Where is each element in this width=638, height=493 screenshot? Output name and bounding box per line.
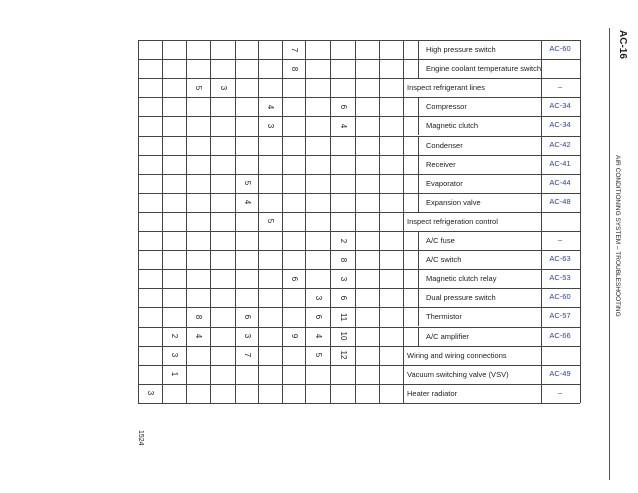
grid-column-line bbox=[138, 40, 139, 403]
suspect-order-number: 4 bbox=[266, 104, 275, 110]
indent-bracket bbox=[418, 288, 419, 307]
grid-column-line bbox=[305, 40, 306, 403]
suspect-order-number: 4 bbox=[194, 333, 203, 339]
indent-bracket bbox=[418, 136, 419, 155]
grid-column-line bbox=[355, 40, 356, 403]
grid-row-line bbox=[138, 403, 580, 404]
page-reference: AC-42 bbox=[549, 139, 571, 149]
grid-column-line bbox=[235, 40, 236, 403]
part-label: High pressure switch bbox=[426, 45, 496, 54]
part-label: A/C amplifier bbox=[426, 331, 469, 341]
part-label: Wiring and wiring connections bbox=[407, 350, 507, 360]
suspect-order-number: 3 bbox=[338, 276, 348, 281]
part-label: Vacuum switching valve (VSV) bbox=[407, 369, 509, 379]
suspect-order-number: 9 bbox=[289, 333, 299, 339]
suspect-order-number: 7 bbox=[289, 47, 299, 52]
suspect-order-number: 5 bbox=[242, 181, 252, 186]
suspect-order-number: 6 bbox=[338, 295, 348, 301]
page-reference: AC-63 bbox=[549, 254, 571, 264]
page-reference: AC-41 bbox=[549, 158, 571, 168]
grid-row-line bbox=[138, 288, 580, 289]
indent-bracket bbox=[418, 307, 419, 326]
page-reference: AC-57 bbox=[549, 311, 571, 321]
suspect-order-number: 6 bbox=[289, 276, 299, 281]
header-rule bbox=[609, 28, 610, 480]
page-reference: AC-49 bbox=[549, 368, 571, 378]
suspect-order-number: 12 bbox=[338, 350, 348, 360]
indent-bracket bbox=[418, 40, 419, 59]
part-label: Expansion valve bbox=[426, 197, 481, 207]
suspect-order-number: 3 bbox=[242, 333, 252, 339]
part-label: Magnetic clutch bbox=[426, 121, 479, 131]
suspect-order-number: 2 bbox=[170, 333, 179, 339]
suspect-order-number: 11 bbox=[338, 312, 348, 322]
suspect-order-number: 3 bbox=[146, 391, 155, 396]
reference-column-line bbox=[541, 40, 542, 403]
part-label: Evaporator bbox=[426, 178, 463, 188]
page-reference: AC-34 bbox=[549, 120, 571, 130]
suspect-order-number: 10 bbox=[338, 331, 348, 341]
suspect-order-number: 5 bbox=[313, 352, 323, 358]
grid-column-line bbox=[330, 40, 331, 403]
page-reference: AC-60 bbox=[549, 44, 571, 53]
grid-row-line bbox=[138, 231, 580, 232]
suspect-order-number: 3 bbox=[170, 352, 179, 358]
grid-row-line bbox=[138, 307, 580, 308]
suspect-order-number: 6 bbox=[242, 314, 252, 320]
grid-row-line bbox=[138, 250, 580, 251]
page-reference: AC-44 bbox=[549, 177, 571, 187]
grid-row-line bbox=[138, 269, 580, 270]
suspect-order-number: 5 bbox=[194, 85, 203, 90]
indent-bracket bbox=[418, 231, 419, 250]
part-label: A/C fuse bbox=[426, 236, 455, 245]
grid-row-line bbox=[138, 193, 580, 194]
grid-row-line bbox=[138, 346, 580, 347]
grid-column-line bbox=[258, 40, 259, 403]
page-reference: AC-66 bbox=[549, 330, 571, 340]
grid-row-line bbox=[138, 78, 580, 79]
suspect-order-number: 8 bbox=[338, 257, 348, 262]
suspect-order-number: 4 bbox=[338, 123, 348, 129]
page-number: AC-16 bbox=[617, 30, 628, 59]
grid-right-border bbox=[580, 40, 581, 403]
indent-bracket bbox=[418, 327, 419, 346]
suspect-order-number: 1 bbox=[170, 372, 179, 377]
grid-row-line bbox=[138, 97, 580, 98]
suspect-order-number: 6 bbox=[313, 314, 323, 320]
part-label: Heater radiator bbox=[407, 388, 458, 398]
page-reference: – bbox=[557, 235, 563, 244]
grid-row-line bbox=[138, 136, 580, 137]
part-label: Inspect refrigeration control bbox=[407, 216, 498, 226]
suspect-order-number: 8 bbox=[194, 314, 203, 320]
suspect-order-number: 8 bbox=[289, 66, 299, 71]
page-reference: AC-34 bbox=[549, 101, 571, 111]
indent-bracket bbox=[418, 174, 419, 193]
grid-row-line bbox=[138, 327, 580, 328]
grid-column-line bbox=[162, 40, 163, 403]
grid-row-line bbox=[138, 116, 580, 117]
suspect-order-number: 2 bbox=[338, 238, 348, 243]
grid-row-line bbox=[138, 155, 580, 156]
suspect-order-number: 3 bbox=[266, 123, 275, 129]
grid-column-line bbox=[186, 40, 187, 403]
part-label: Receiver bbox=[426, 159, 456, 169]
section-title: AIR CONDITIONING SYSTEM – TROUBLESHOOTING bbox=[614, 155, 621, 317]
part-label: Inspect refrigerant lines bbox=[407, 83, 485, 93]
page-code: 1524 bbox=[137, 430, 144, 446]
grid-column-line bbox=[282, 40, 283, 403]
page-reference: – bbox=[557, 82, 563, 92]
indent-bracket bbox=[418, 97, 419, 116]
indent-bracket bbox=[418, 250, 419, 269]
part-label: Condenser bbox=[426, 140, 463, 150]
indent-bracket bbox=[418, 155, 419, 174]
suspect-order-number: 5 bbox=[266, 219, 275, 224]
part-label: A/C switch bbox=[426, 255, 462, 265]
part-label: Engine coolant temperature switch bbox=[426, 64, 542, 74]
grid-column-line bbox=[403, 40, 404, 403]
grid-row-line bbox=[138, 384, 580, 385]
grid-row-line bbox=[138, 59, 580, 60]
grid-row-line bbox=[138, 40, 580, 41]
page-reference: AC-60 bbox=[549, 292, 571, 302]
part-label: Dual pressure switch bbox=[426, 293, 496, 303]
suspect-order-number: 3 bbox=[313, 295, 323, 301]
indent-bracket bbox=[418, 193, 419, 212]
suspect-order-number: 3 bbox=[218, 85, 228, 90]
indent-bracket bbox=[418, 116, 419, 135]
part-label: Magnetic clutch relay bbox=[426, 274, 497, 284]
grid-row-line bbox=[138, 365, 580, 366]
suspect-order-number: 6 bbox=[338, 104, 348, 110]
indent-bracket bbox=[418, 59, 419, 78]
grid-row-line bbox=[138, 174, 580, 175]
part-label: Thermistor bbox=[426, 312, 462, 322]
indent-bracket bbox=[418, 269, 419, 288]
part-label: Compressor bbox=[426, 102, 467, 112]
page-reference: AC-48 bbox=[549, 196, 571, 206]
grid-column-line bbox=[379, 40, 380, 403]
suspect-order-number: 4 bbox=[242, 200, 252, 205]
page-reference: – bbox=[557, 387, 563, 397]
suspect-order-number: 7 bbox=[242, 352, 252, 358]
page-reference: AC-53 bbox=[549, 273, 571, 283]
grid-column-line bbox=[210, 40, 211, 403]
suspect-order-number: 4 bbox=[313, 333, 323, 339]
grid-row-line bbox=[138, 212, 580, 213]
